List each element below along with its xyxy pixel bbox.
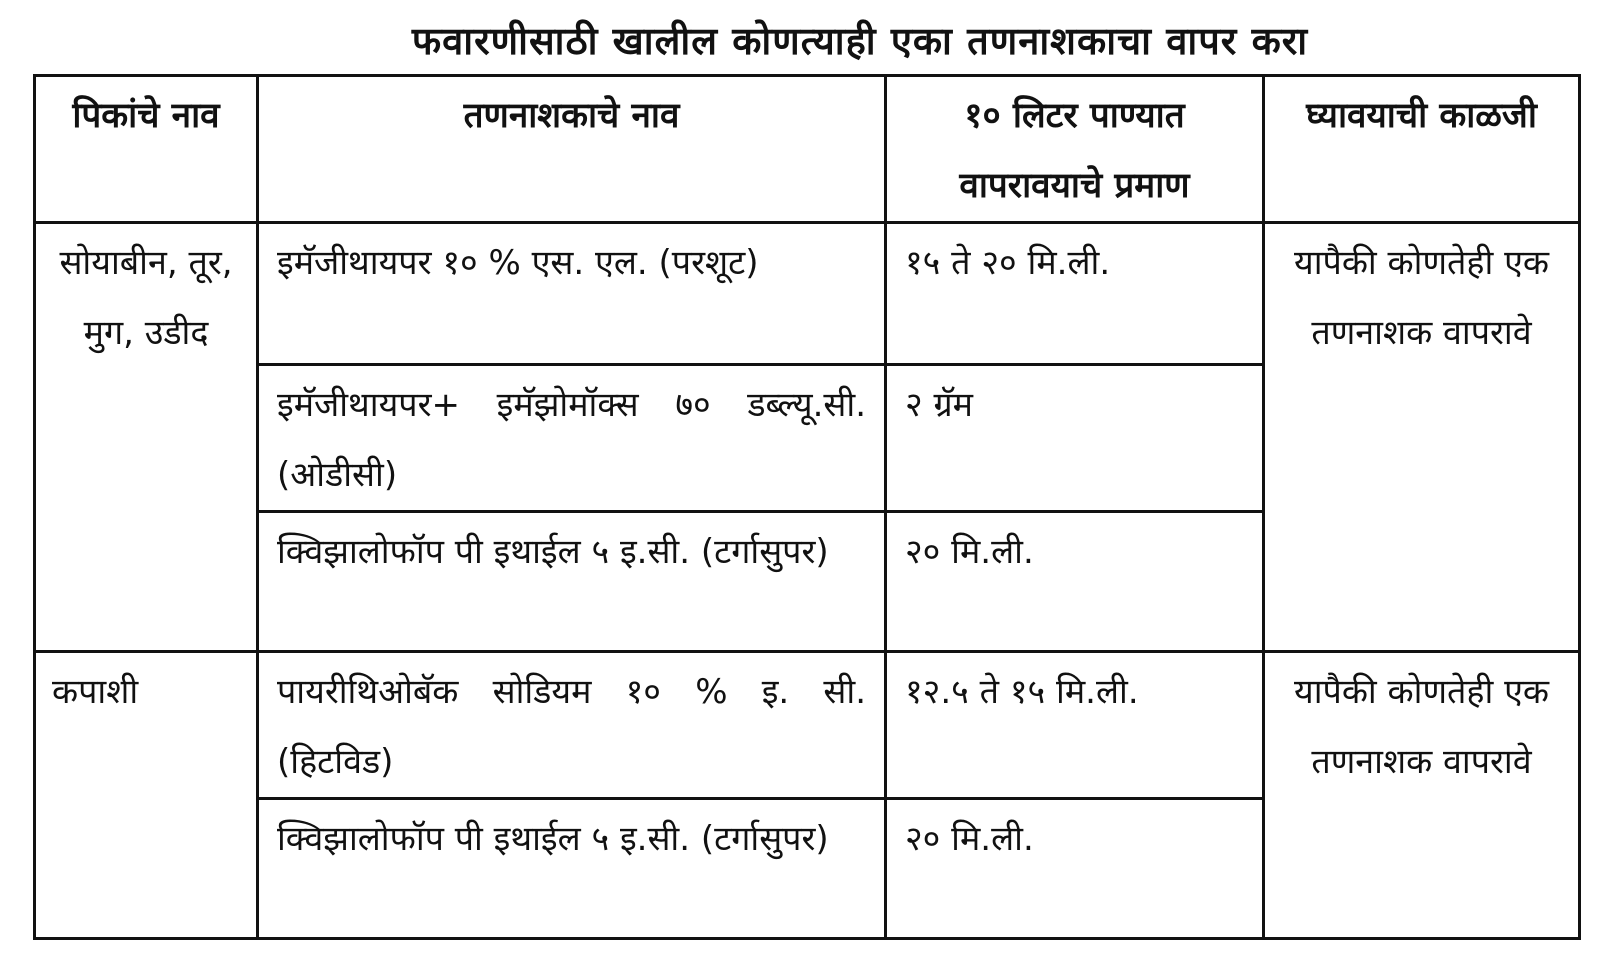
table-header-row	[35, 76, 1580, 223]
herbicide-name-cell: क्विझालोफॉप पी इथाईल ५ इ.सी. (टर्गासुपर)	[258, 799, 886, 939]
crop-cell: कपाशी	[35, 652, 258, 939]
quantity-cell: १२.५ ते १५ मि.ली.	[886, 652, 1264, 799]
header-crop: पिकांचे नाव	[35, 76, 258, 223]
header-herbicide: तणनाशकाचे नाव	[258, 76, 886, 223]
quantity-cell: २० मि.ली.	[886, 799, 1264, 939]
crop-cell: सोयाबीन, तूर, मुग, उडीद	[35, 223, 258, 652]
care-cell: यापैकी कोणतेही एक तणनाशक वापरावे	[1264, 223, 1580, 652]
herbicide-name-cell: क्विझालोफॉप पी इथाईल ५ इ.सी. (टर्गासुपर)	[258, 512, 886, 652]
quantity-cell: २ ग्रॅम	[886, 365, 1264, 512]
table-row	[35, 652, 1580, 799]
herbicide-name-cell: पायरीथिओबॅक सोडियम १० % इ. सी. (हिटविड)	[258, 652, 886, 799]
care-cell: यापैकी कोणतेही एक तणनाशक वापरावे	[1264, 652, 1580, 939]
herbicide-name-cell: इमॅजीथायपर १० % एस. एल. (परशूट)	[258, 223, 886, 365]
quantity-cell: २० मि.ली.	[886, 512, 1264, 652]
herbicide-table	[33, 74, 1581, 940]
header-care: घ्यावयाची काळजी	[1264, 76, 1580, 223]
page-title: फवारणीसाठी खालील कोणत्याही एका तणनाशकाचा वापर करा	[411, 19, 1309, 63]
table-row	[35, 223, 1580, 365]
header-quantity: १० लिटर पाण्यात वापरावयाचे प्रमाण	[886, 76, 1264, 223]
herbicide-name-cell: इमॅजीथायपर+ इमॅझोमॉक्स ७० डब्ल्यू.सी. (ओडीसी)	[258, 365, 886, 512]
quantity-cell: १५ ते २० मि.ली.	[886, 223, 1264, 365]
